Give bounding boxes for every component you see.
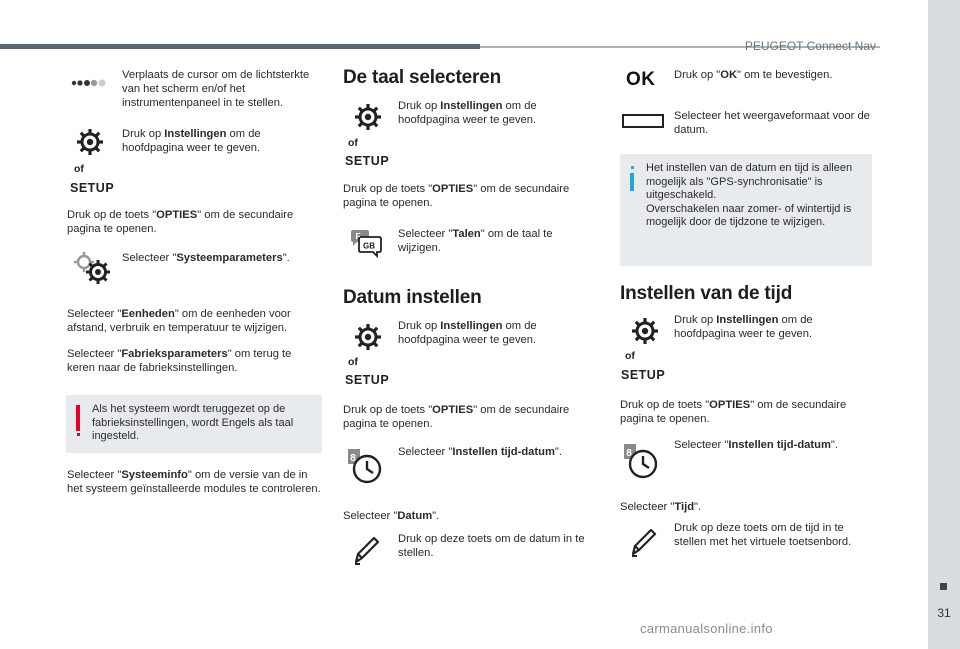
pencil-icon: [352, 534, 382, 566]
languages-instruction: Selecteer "Talen" om de taal te wijzigen.: [398, 228, 553, 254]
datum-instruction: Selecteer "Datum".: [343, 510, 440, 522]
flag-label-f: F: [355, 232, 361, 241]
heading-time: Instellen van de tijd: [620, 283, 793, 304]
time-settings-instruction: Druk op Instellingen om de hoofdpagina weer te geven.: [674, 314, 813, 340]
of-label: of: [74, 163, 84, 175]
clock-icon: [623, 442, 659, 482]
flag-label-gb: GB: [363, 241, 375, 251]
page-marker: [940, 583, 947, 590]
info-marker: [630, 173, 634, 191]
heading-language: De taal selecteren: [343, 67, 501, 88]
of-label: of: [625, 350, 635, 362]
lang-options-instruction: Druk op de toets "OPTIES" om de secundaire pagina te openen.: [343, 183, 570, 209]
warning-marker: [76, 405, 80, 431]
info-note-text: [646, 162, 858, 230]
of-label: of: [348, 137, 358, 149]
factory-instruction: Selecteer "Fabrieksparameters" om terug te keren naar de fabrieksinstellingen.: [67, 348, 292, 374]
running-title: PEUGEOT Connect Nav: [744, 39, 876, 53]
lang-settings-instruction: Druk op Instellingen om de hoofdpagina weer te geven.: [398, 100, 537, 126]
brightness-dots-icon: [70, 78, 108, 88]
date-settings-instruction: Druk op Instellingen om de hoofdpagina weer te geven.: [398, 320, 537, 346]
page-number: 31: [937, 606, 951, 620]
pencil-icon: [629, 526, 659, 558]
warning-note: [66, 395, 322, 453]
setup-label: SETUP: [621, 368, 666, 382]
warning-note-text: Als het systeem wordt teruggezet op de fabrieksinstellingen, wordt Engels als taal ingesteld.: [92, 403, 294, 442]
time-options-instruction: Druk op de toets "OPTIES" om de secundaire pagina te openen.: [620, 399, 847, 425]
info-note-line2: Overschakelen naar zomer- of wintertijd is mogelijk door de tijdzone te wijzigen.: [646, 202, 852, 228]
info-note-line1: Het instellen van de datum en tijd is alleen mogelijk als "GPS-synchronisatie" is uitgeschakeld.: [646, 162, 853, 201]
watermark: carmanualsonline.info: [640, 621, 773, 636]
edit-time-instruction: Druk op deze toets om de tijd in te stellen met het virtuele toetsenbord.: [674, 522, 852, 548]
of-label: of: [348, 356, 358, 368]
format-instruction: Selecteer het weergaveformaat voor de datum.: [674, 110, 870, 136]
gear-icon: [354, 323, 382, 351]
sysinfo-instruction: Selecteer "Systeeminfo" om de versie van de in het systeem geïnstalleerde modules te controleren.: [67, 469, 321, 495]
gear-double-icon: [72, 250, 112, 286]
edit-date-instruction: Druk op deze toets om de datum in te stellen.: [398, 533, 585, 559]
setup-label: SETUP: [70, 181, 115, 195]
clock-badge: 8: [626, 448, 632, 459]
ok-icon: OK: [626, 69, 656, 90]
clock-badge: 8: [350, 453, 356, 464]
time-timedate-instruction: Selecteer "Instellen tijd-datum".: [674, 439, 838, 451]
cursor-text: Verplaats de cursor om de lichtsterkte van het scherm en/of het instrumentenpaneel in te stellen.: [122, 69, 310, 109]
gear-icon: [354, 103, 382, 131]
format-bar-icon: [622, 114, 664, 128]
info-note: [620, 154, 872, 266]
sysparams-instruction: Selecteer "Systeemparameters".: [122, 252, 290, 264]
side-band: [928, 0, 960, 649]
settings-instruction: Druk op Instellingen om de hoofdpagina weer te geven.: [122, 128, 261, 154]
heading-date: Datum instellen: [343, 287, 482, 308]
ok-instruction: Druk op "OK" om te bevestigen.: [674, 69, 833, 81]
date-options-instruction: Druk op de toets "OPTIES" om de secundaire pagina te openen.: [343, 404, 570, 430]
units-instruction: Selecteer "Eenheden" om de eenheden voor afstand, verbruik en temperatuur te wijzigen.: [67, 308, 291, 334]
setup-label: SETUP: [345, 154, 390, 168]
timedate-instruction: Selecteer "Instellen tijd-datum".: [398, 446, 562, 458]
options-instruction: Druk op de toets "OPTIES" om de secundaire pagina te openen.: [67, 209, 294, 235]
gear-icon: [76, 128, 104, 156]
flag-language-icon: [349, 228, 383, 258]
gear-icon: [631, 317, 659, 345]
tijd-instruction: Selecteer "Tijd".: [620, 501, 702, 513]
setup-label: SETUP: [345, 373, 390, 387]
header-rule: [0, 44, 480, 49]
clock-icon: [347, 447, 383, 487]
